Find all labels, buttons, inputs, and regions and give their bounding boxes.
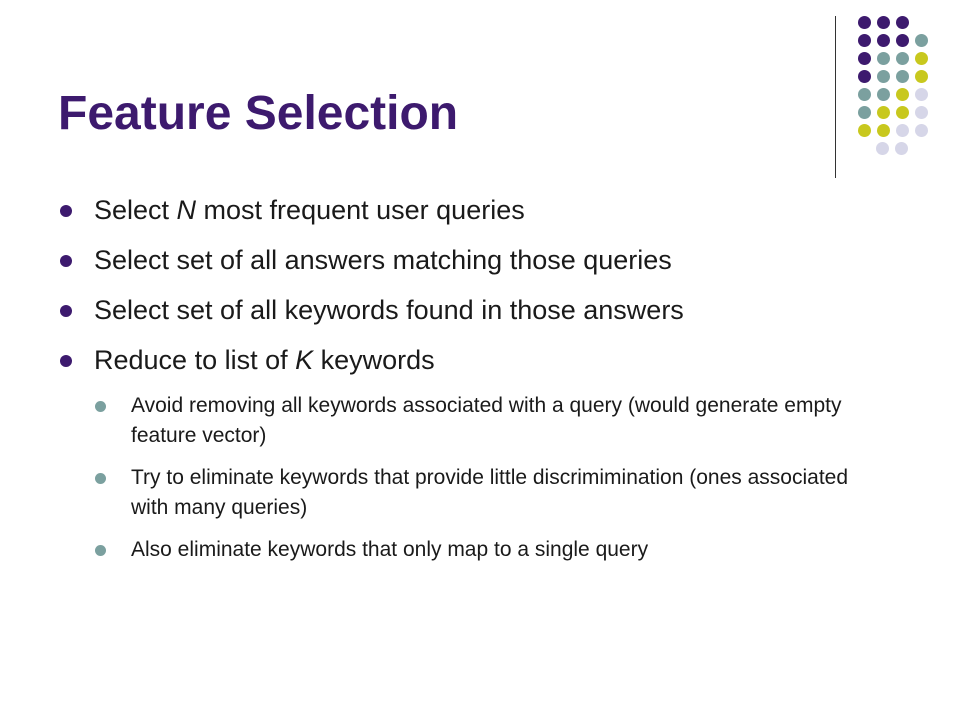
sub-bullet-dot [95,401,106,412]
decorative-dot [896,16,909,29]
bullet-text-post: most frequent user queries [196,195,525,225]
bullet-dot [60,355,72,367]
decorative-dot [858,16,871,29]
decorative-dot [877,34,890,47]
sub-bullet-text: Avoid removing all keywords associated with a query (would generate empty feature vector) [131,394,842,447]
decorative-dot [877,16,890,29]
bullet-item [58,292,918,329]
decorative-dot [915,52,928,65]
slide-title: Feature Selection [58,87,459,140]
decorative-dot [896,88,909,101]
decorative-dot [896,106,909,119]
bullet-text-pre: Select [94,195,177,225]
sub-bullet-text: Also eliminate keywords that only map to a single query [131,538,649,561]
decorative-dot [876,142,889,155]
decorative-dot [877,88,890,101]
decorative-dot [896,70,909,83]
sub-bullet-text: Try to eliminate keywords that provide little discrimimination (ones associated with many queries) [131,466,849,519]
decorative-dot [858,106,871,119]
bullet-item [58,192,918,229]
bullet-list [58,192,918,577]
decorative-dot [895,142,908,155]
decorative-dot [915,124,928,137]
decorative-dot [858,88,871,101]
bullet-item [58,342,918,379]
decorative-dot [877,70,890,83]
sub-bullet-dot [95,473,106,484]
decorative-dot [896,124,909,137]
bullet-text: Select set of all answers matching those queries [94,245,672,275]
decorative-dot [877,106,890,119]
decorative-dot [877,124,890,137]
decorative-dot [915,34,928,47]
bullet-dot [60,305,72,317]
vertical-divider [835,16,836,178]
sub-bullet-item [93,463,891,523]
sub-bullet-dot [95,545,106,556]
sub-bullet-item [93,391,891,451]
decorative-dot [877,52,890,65]
decorative-dot [858,34,871,47]
bullet-text-pre: Reduce to list of [94,345,296,375]
decorative-dot [915,88,928,101]
bullet-dot [60,255,72,267]
decorative-dot [915,70,928,83]
bullet-text: Select set of all keywords found in those answers [94,295,684,325]
bullet-dot [60,205,72,217]
bullet-item [58,242,918,279]
sub-bullet-item [93,535,891,565]
decorative-dot [858,70,871,83]
decorative-dot [896,52,909,65]
decorative-dot [896,34,909,47]
bullet-text-post: keywords [313,345,435,375]
decorative-dot [915,106,928,119]
bullet-text-variable: K [295,345,314,375]
bullet-text-variable: N [176,195,197,225]
decorative-dot [858,52,871,65]
decorative-dot [858,124,871,137]
